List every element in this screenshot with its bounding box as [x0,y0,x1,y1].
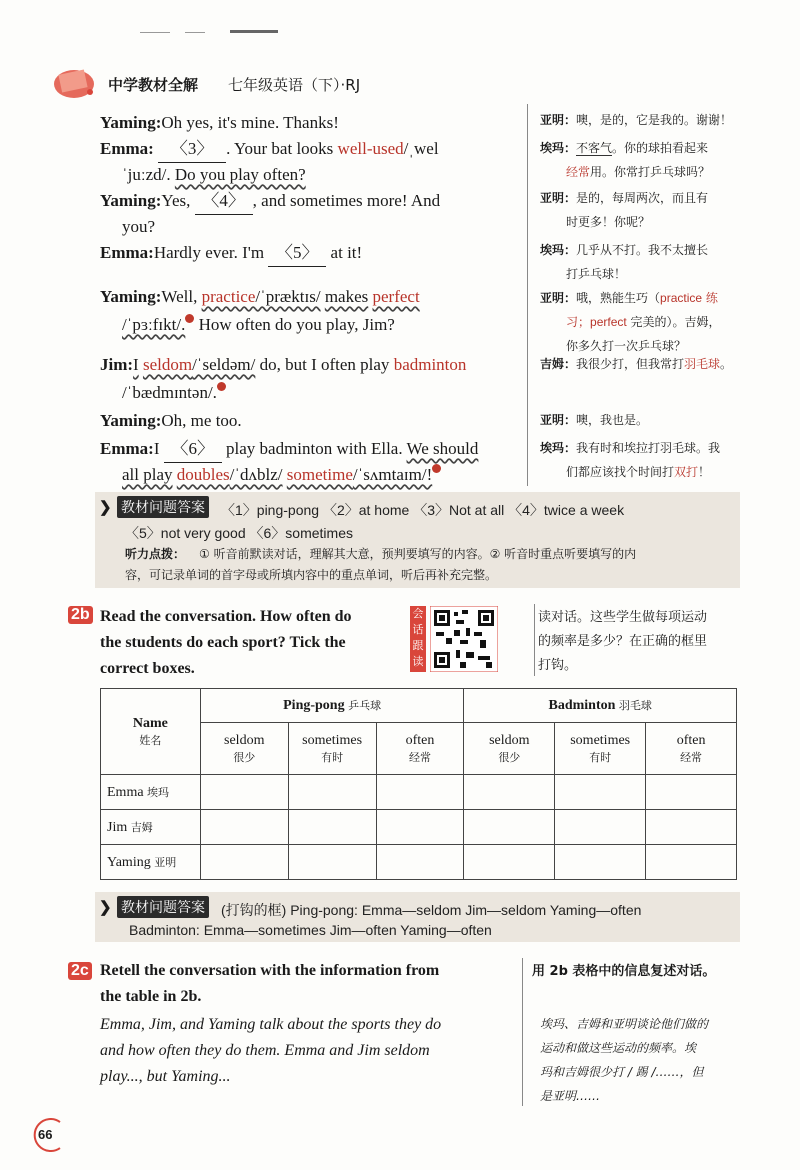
translation-4: 埃玛：几乎从不打。我不太擅长 打乒乓球！ [540,243,709,281]
tick-box[interactable] [376,845,464,880]
dialogue-line-5: Yaming:Well, practice/ˈpræktɪs/ makes perfect [100,287,420,306]
tick-box[interactable] [464,775,555,810]
book-subject: 七年级英语（下）·RJ [228,76,361,94]
vocab-perfect: perfect [372,287,420,306]
vocab-seldom: seldom [142,355,193,374]
header [52,62,432,102]
section-2c-cn-text: 埃玛、吉姆和亚明谈论他们做的 运动和做这些运动的频率。埃 玛和吉姆很少打 / 踢 /……，但 是亚明…… [540,1017,709,1103]
translation-5: 亚明：哦，熟能生巧（practice 练 习；perfect 完美的）。吉姆， 你多久打一次乒乓球？ [540,291,721,353]
dialogue-line-6: Jim:I seldom/ˈseldəm/ do, but I often play badminton [100,355,467,374]
tick-box[interactable] [200,775,288,810]
tick-box[interactable] [288,845,376,880]
table-row: Emma 埃玛 [101,775,737,810]
top-scan-marks [140,30,280,34]
answer-tag: 教材问题答案 [117,896,209,918]
tick-box[interactable] [464,810,555,845]
translation-2: 埃玛：不客气。你的球拍看起来 经常用。你常打乒乓球吗？ [540,141,711,179]
tip-label: 听力点拨： [125,547,186,561]
chevron-right-icon: ❯ [99,898,112,916]
dialogue-line-6b: /ˈbædmɪntən/. [122,380,226,406]
blank-3: 〈3〉 [158,136,226,163]
note-marker-icon [185,314,194,323]
pingpong-header: Ping-pong 乒乓球 [200,689,464,723]
col-seldom: seldom 很少 [200,723,288,775]
section-2c-cn-title: 用 2b 表格中的信息复述对话。 [532,964,716,979]
chevron-right-icon: ❯ [99,498,112,516]
dialogue-line-8: Emma:I 〈6〉 play badminton with Ella. We should [100,436,520,463]
tick-box[interactable] [288,775,376,810]
column-divider [527,104,528,486]
table-row: Yaming 亚明 [101,845,737,880]
table-row: Jim 吉姆 [101,810,737,845]
translation-3: 亚明：是的，每周两次，而且有 时更多！你呢？ [540,191,709,229]
tick-box[interactable] [555,775,646,810]
tick-box[interactable] [464,845,555,880]
col-sometimes: sometimes 有时 [555,723,646,775]
translation-7: 亚明：噢，我也是。 [540,413,649,427]
translation-8: 埃玛：我有时和埃拉打羽毛球。我 们都应该找个时间打双打！ [540,441,721,479]
qr-code-icon[interactable] [430,606,498,672]
section-number-2b: 2b [68,606,93,624]
dialogue-line-7: Yaming:Oh, me too. [100,411,242,430]
tick-box[interactable] [555,845,646,880]
page-number: 66 [30,1118,64,1152]
dialogue-line-2b: ˈjuːzd/. Do you play often? [122,165,306,184]
dialogue-line-3b: you? [122,217,156,236]
dialogue-line-5b: /ˈpɜːfɪkt/. How often do you play, Jim? [122,315,395,334]
blank-4: 〈4〉 [195,188,253,215]
vocab-badminton: badminton [393,355,467,374]
book-logo-icon [52,62,100,102]
tick-box[interactable] [288,810,376,845]
dialogue-line-1: Yaming:Oh yes, it's mine. Thanks! [100,113,339,132]
name-header: Name 姓名 [101,689,201,775]
translation-6: 吉姆：我很少打，但我常打羽毛球。 [540,357,733,371]
tick-box[interactable] [200,810,288,845]
answer-tag: 教材问题答案 [117,496,209,518]
tick-box[interactable] [646,845,737,880]
dialogue-line-3: Yaming:Yes, 〈4〉 , and sometimes more! And [100,188,510,215]
note-marker-icon [432,464,441,473]
tip-line-2: 容，可记录单词的首字母或所填内容中的重点单词，听后再补充完整。 [125,568,498,582]
col-often: often 经常 [376,723,464,775]
qr-block[interactable]: 会 话 跟 读 [410,606,502,674]
answer-line-1: (打钩的框) Ping-pong: Emma—seldom Jim—seldom Yaming—often [221,902,642,918]
tick-box[interactable] [555,810,646,845]
tick-box[interactable] [376,810,464,845]
section-2c-title: Retell the conversation with the information from the table in 2b. [100,962,440,1005]
answer-line-2: Badminton: Emma—sometimes Jim—often Yaming—often [129,922,492,938]
dialogue-line-2: Emma: 〈3〉 . Your bat looks well-used/ˌwel [100,136,510,163]
answer-box-2 [95,892,740,942]
vocab-practice: practice [201,287,256,306]
tip-line-1: ① 听音前默读对话，理解其大意，预判要填写的内容。② 听音时重点听要填写的内 [199,547,637,561]
dialogue-line-8b: all play doubles/ˈdʌblz/ sometime/ˈsʌmtaɪm/! [122,462,441,488]
blank-5: 〈5〉 [268,240,326,267]
book-title: 中学教材全解 [108,76,199,94]
col-often: often 经常 [646,723,737,775]
answer-line-1: 〈1〉ping-pong 〈2〉at home 〈3〉Not at all 〈4〉twice a week [221,502,625,518]
vocab-sometime: sometime [286,465,353,484]
section-2b: 2b Read the conversation. How often do the students do each sport? Tick the correct boxes. 会 话 跟 读 读对话。这些学生做每项运动 的频率是多少？在正确的框里 打钩。 [68,604,748,680]
vocab-doubles: doubles [176,465,230,484]
col-sometimes: sometimes 有时 [288,723,376,775]
column-divider [522,958,523,1106]
section-2c-prompt: Emma, Jim, and Yaming talk about the sports they do and how often they do them. Emma and Jim seldom play..., but Yaming... [100,1016,442,1085]
dialogue-line-4: Emma:Hardly ever. I'm 〈5〉 at it! [100,240,362,267]
badminton-header: Badminton 羽毛球 [464,689,737,723]
translation-1: 亚明：噢，是的，它是我的。谢谢！ [540,113,733,127]
vocab-well-used: well-used [337,139,404,158]
tick-box[interactable] [200,845,288,880]
tick-box[interactable] [646,775,737,810]
note-marker-icon [217,382,226,391]
answer-line-2: 〈5〉not very good 〈6〉sometimes [125,525,353,541]
sports-frequency-table [100,688,737,880]
tick-box[interactable] [376,775,464,810]
answer-box-1 [95,492,740,588]
col-seldom: seldom 很少 [464,723,555,775]
section-number-2c: 2c [68,962,92,980]
blank-6: 〈6〉 [164,436,222,463]
tick-box[interactable] [646,810,737,845]
